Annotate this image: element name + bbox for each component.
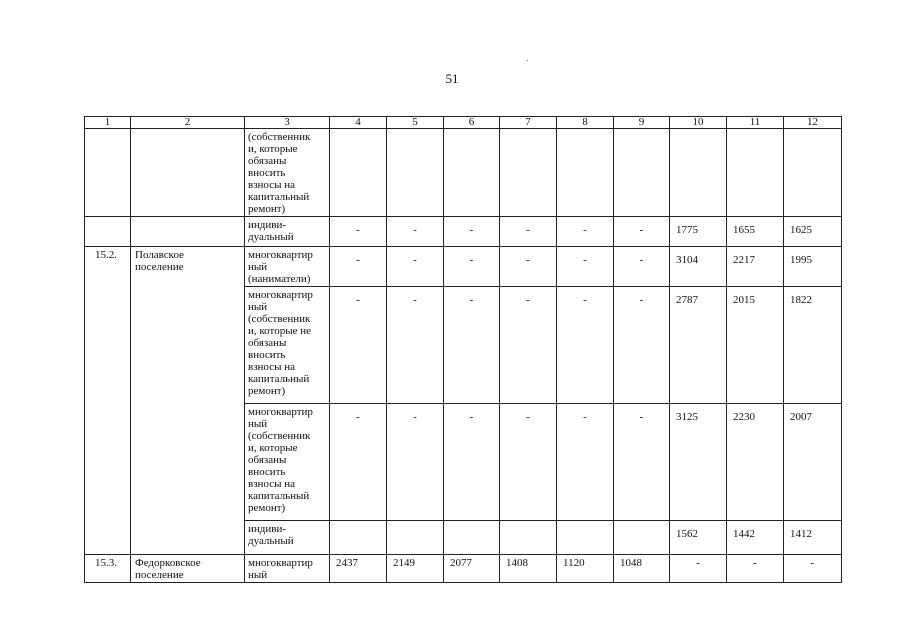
settlement-name-line: Федорковское [135,557,201,569]
tariff-table [84,116,842,583]
index-cell [85,217,131,247]
value-cell: - [387,217,444,247]
value-cell: 3104 [670,247,727,287]
value-cell: 3125 [670,404,727,521]
settlement-name-line: Полавское [135,249,184,261]
value-cell: 2007 [784,404,842,521]
header-cell: 2 [131,117,245,129]
value-cell [500,129,557,217]
housing-type-line: многоквартир [248,557,313,569]
housing-type-line: ремонт) [248,502,286,514]
settlement-name-line: поселение [135,261,184,273]
housing-type-line: индиви- [248,219,287,231]
housing-type-line: ный [248,418,268,430]
housing-type-cell [245,247,330,287]
value-cell: - [784,555,842,583]
value-cell: - [330,217,387,247]
value-cell: - [330,404,387,521]
value-cell: 2077 [444,555,500,583]
settlement-cell [131,129,245,217]
value-cell [330,521,387,555]
housing-type-line: ремонт) [248,385,286,397]
value-cell [330,129,387,217]
housing-type-line: (собственник [248,430,311,442]
value-cell: - [500,217,557,247]
value-cell: - [387,287,444,404]
value-cell: 1442 [727,521,784,555]
value-cell [557,129,614,217]
housing-type-line: (собственник [248,313,311,325]
value-cell: - [614,404,670,521]
housing-type-line: многоквартир [248,406,313,418]
value-cell: - [444,404,500,521]
header-cell: 1 [85,117,131,129]
value-cell: - [670,555,727,583]
value-cell: 1995 [784,247,842,287]
value-cell: 2217 [727,247,784,287]
housing-type-line: и, которые [248,442,298,454]
header-cell: 3 [245,117,330,129]
scan-speck [527,60,528,61]
value-cell: - [614,287,670,404]
value-cell [670,129,727,217]
value-cell: - [614,217,670,247]
value-cell: 1562 [670,521,727,555]
settlement-name-line: поселение [135,569,184,581]
housing-type-line: капитальный [248,373,310,385]
settlement-cell [131,247,245,555]
housing-type-cell [245,287,330,404]
index-cell [85,129,131,217]
value-cell: 1625 [784,217,842,247]
housing-type-line: вносить [248,167,286,179]
housing-type-line: капитальный [248,191,310,203]
value-cell: - [330,287,387,404]
value-cell [614,521,670,555]
value-cell: - [557,247,614,287]
header-cell: 12 [784,117,842,129]
value-cell: - [387,404,444,521]
value-cell: 1775 [670,217,727,247]
value-cell: 1408 [500,555,557,583]
housing-type-line: обязаны [248,337,287,349]
index-cell: 15.2. [85,247,131,555]
value-cell: 1048 [614,555,670,583]
header-cell: 7 [500,117,557,129]
value-cell: 2787 [670,287,727,404]
housing-type-cell [245,521,330,555]
value-cell: 2015 [727,287,784,404]
value-cell [557,521,614,555]
header-cell: 10 [670,117,727,129]
value-cell: - [727,555,784,583]
value-cell: 2149 [387,555,444,583]
value-cell: 2437 [330,555,387,583]
value-cell: 1655 [727,217,784,247]
value-cell: - [557,217,614,247]
housing-type-cell [245,217,330,247]
value-cell [784,129,842,217]
housing-type-line: многоквартир [248,289,313,301]
value-cell: - [500,247,557,287]
housing-type-line: и, которые не [248,325,311,337]
housing-type-line: вносить [248,466,286,478]
header-cell: 8 [557,117,614,129]
value-cell: 1120 [557,555,614,583]
settlement-cell [131,217,245,247]
table-row [85,129,842,217]
header-cell: 9 [614,117,670,129]
housing-type-cell [245,129,330,217]
housing-type-line: дуальный [248,535,294,547]
table-row [85,247,842,287]
housing-type-line: и, которые [248,143,298,155]
housing-type-line: ремонт) [248,203,286,215]
housing-type-line: взносы на [248,478,295,490]
value-cell: - [500,287,557,404]
table-row [85,217,842,247]
value-cell [387,129,444,217]
housing-type-line: дуальный [248,231,294,243]
housing-type-line: обязаны [248,454,287,466]
housing-type-line: (наниматели) [248,273,311,285]
value-cell: - [330,247,387,287]
value-cell: - [387,247,444,287]
value-cell: - [557,404,614,521]
housing-type-line: (собственник [248,131,311,143]
value-cell: - [614,247,670,287]
housing-type-line: индиви- [248,523,287,535]
page-number: 51 [445,71,459,86]
header-cell: 6 [444,117,500,129]
value-cell [444,129,500,217]
table-row [85,555,842,583]
value-cell: - [500,404,557,521]
value-cell [614,129,670,217]
housing-type-line: вносить [248,349,286,361]
header-cell: 5 [387,117,444,129]
value-cell: - [444,247,500,287]
value-cell [500,521,557,555]
value-cell: - [444,287,500,404]
value-cell [727,129,784,217]
value-cell: - [557,287,614,404]
index-cell: 15.3. [85,555,131,583]
housing-type-line: ный [248,569,268,581]
housing-type-line: взносы на [248,179,295,191]
housing-type-line: многоквартир [248,249,313,261]
housing-type-line: взносы на [248,361,295,373]
value-cell: 2230 [727,404,784,521]
value-cell [444,521,500,555]
value-cell [387,521,444,555]
housing-type-cell [245,555,330,583]
value-cell: 1822 [784,287,842,404]
header-cell: 4 [330,117,387,129]
header-cell: 11 [727,117,784,129]
settlement-cell [131,555,245,583]
housing-type-line: обязаны [248,155,287,167]
value-cell: 1412 [784,521,842,555]
housing-type-line: капитальный [248,490,310,502]
value-cell: - [444,217,500,247]
header-row [85,117,842,129]
housing-type-cell [245,404,330,521]
housing-type-line: ный [248,301,268,313]
housing-type-line: ный [248,261,268,273]
